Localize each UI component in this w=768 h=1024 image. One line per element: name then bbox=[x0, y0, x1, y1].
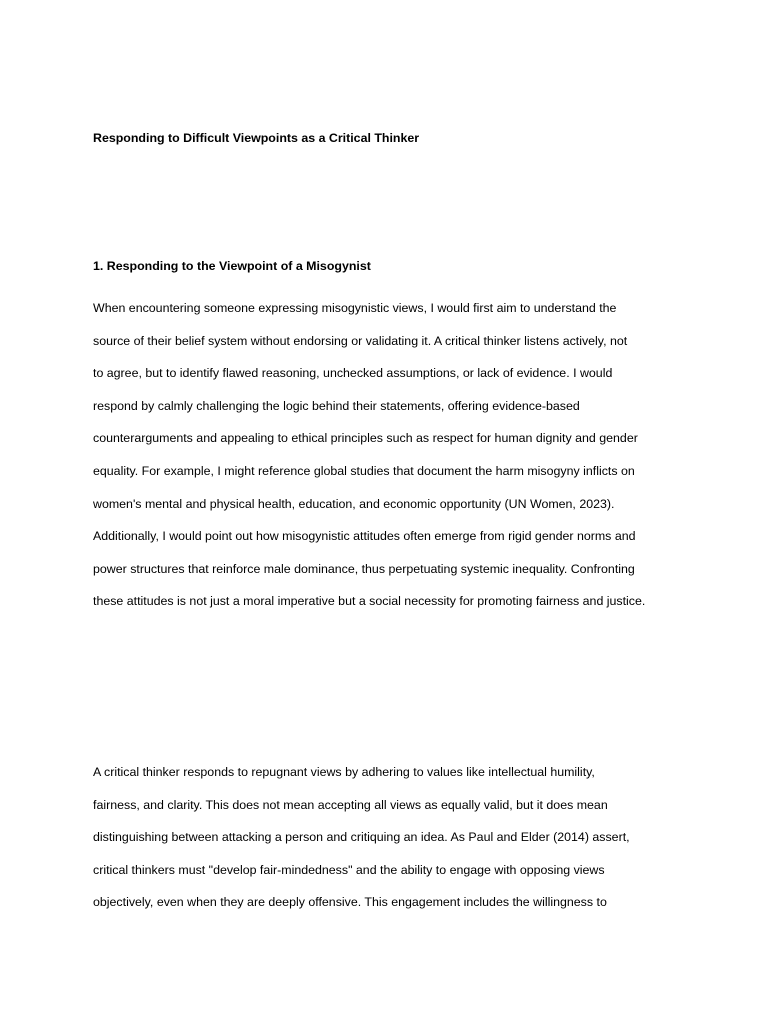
paragraph-line: these attitudes is not just a moral imperative but a social necessity for promoting fairness and justice. bbox=[93, 594, 646, 609]
document-title: Responding to Difficult Viewpoints as a Critical Thinker bbox=[93, 131, 420, 145]
paragraph-line: Additionally, I would point out how misogynistic attitudes often emerge from rigid gender norms and bbox=[93, 529, 636, 544]
paragraph-line: source of their belief system without endorsing or validating it. A critical thinker listens actively, not bbox=[93, 333, 628, 348]
paragraph-line: respond by calmly challenging the logic behind their statements, offering evidence-based bbox=[93, 398, 580, 413]
paragraph-line: counterarguments and appealing to ethical principles such as respect for human dignity and gender bbox=[93, 431, 638, 446]
paragraph-line: power structures that reinforce male dominance, thus perpetuating systemic inequality. Confronting bbox=[93, 561, 635, 576]
paragraph-line: When encountering someone expressing misogynistic views, I would first aim to understand the bbox=[93, 301, 617, 315]
paragraph-critical-thinker-values bbox=[93, 763, 630, 926]
paragraph-misogynist-response bbox=[93, 299, 645, 625]
paragraph-line: women's mental and physical health, education, and economic opportunity (UN Women, 2023). bbox=[93, 496, 615, 511]
paragraph-line: to agree, but to identify flawed reasoning, unchecked assumptions, or lack of evidence. I would bbox=[93, 366, 613, 381]
paragraph-line: fairness, and clarity. This does not mean accepting all views as equally valid, but it does mean bbox=[93, 797, 608, 812]
paragraph-line: equality. For example, I might reference global studies that document the harm misogyny inflicts on bbox=[93, 463, 635, 478]
paragraph-line: critical thinkers must "develop fair-mindedness" and the ability to engage with opposing views bbox=[93, 862, 605, 877]
paragraph-line: A critical thinker responds to repugnant views by adhering to values like intellectual humility, bbox=[93, 765, 595, 779]
section-heading: 1. Responding to the Viewpoint of a Misogynist bbox=[93, 259, 371, 273]
paragraph-line: distinguishing between attacking a person and critiquing an idea. As Paul and Elder (2014) assert, bbox=[93, 830, 630, 845]
paragraph-line: objectively, even when they are deeply offensive. This engagement includes the willingness to bbox=[93, 895, 607, 910]
